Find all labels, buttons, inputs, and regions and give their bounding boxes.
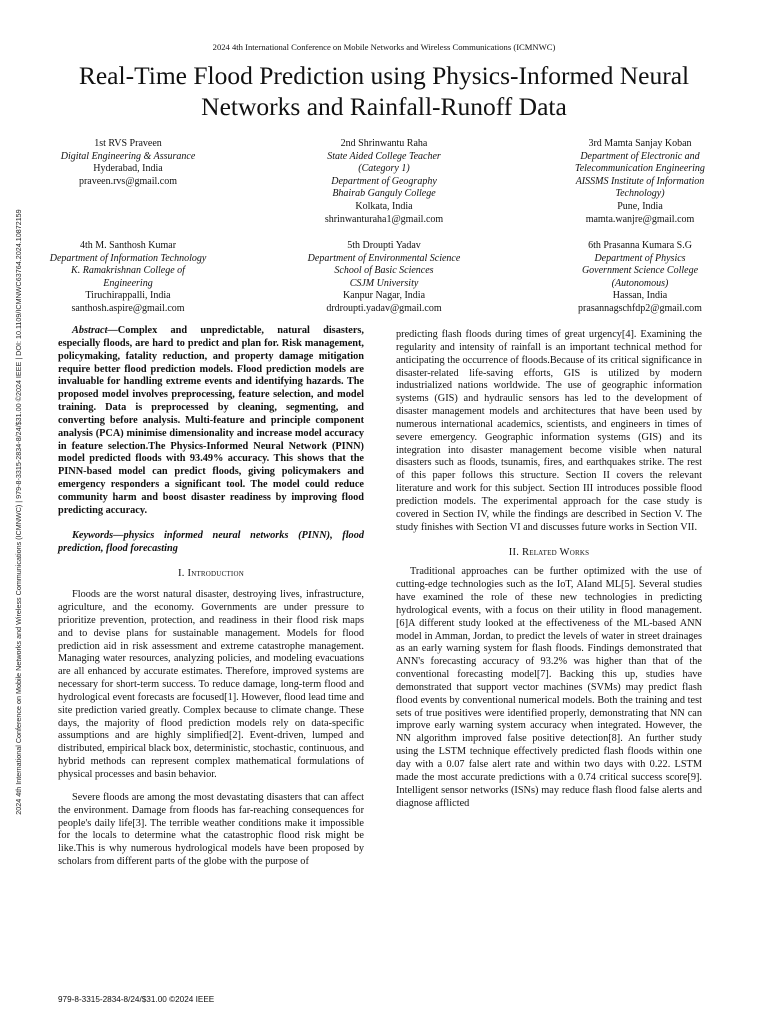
author-email: mamta.wanjre@gmail.com bbox=[585, 213, 695, 225]
author-affiliation: School of Basic Sciences bbox=[334, 265, 434, 277]
author-affiliation: (Category 1) bbox=[358, 163, 410, 175]
author-name: 6th Prasanna Kumara S.G bbox=[588, 240, 692, 251]
author-2 bbox=[256, 138, 512, 226]
author-affiliation: Department of Physics bbox=[594, 252, 686, 264]
author-row-2 bbox=[0, 240, 768, 316]
section-heading-introduction: I. Introduction bbox=[178, 568, 244, 580]
author-affiliation: Technology) bbox=[615, 188, 665, 200]
author-affiliation: Telecommunication Engineering bbox=[575, 163, 705, 175]
author-affiliation: Department of Electronic and bbox=[580, 150, 700, 162]
author-location: Tiruchirappalli, India bbox=[85, 290, 171, 302]
keywords-text: physics informed neural networks (PINN), flood prediction, flood forecasting bbox=[58, 529, 364, 554]
author-affiliation: CSJM University bbox=[349, 277, 419, 289]
author-affiliation: Government Science College bbox=[581, 265, 699, 277]
author-location: Kanpur Nagar, India bbox=[342, 290, 426, 302]
author-4 bbox=[0, 240, 256, 316]
author-row-1 bbox=[0, 138, 768, 226]
abstract bbox=[58, 325, 364, 518]
section-heading-related-works: II. Related Works bbox=[508, 546, 590, 558]
abstract-text: Complex and unpredictable, natural disasters, especially floods, are hard to predict and plan for. Risk management, policymaking, fatality reduction, and property damage mitigation require better flood prediction models. Flood prediction models are invaluable for handling extreme events and identifying hazards. The proposed model involves preprocessing, feature selection, and model training. Data is preprocessed by cleaning, segmenting, and converting before analysis. Multi-feature and principle component analysis (PCA) minimise dimensionality and increase model accuracy in feature selection.The Physics-Informed Neural Network (PINN) model predicted floods with 93.49% accuracy. This shows that the PINN-based model can predict floods, giving policymakers and emergency responders a significant tool. The model could reduce community harm and boost disaster readiness by improving flood predicting accuracy. bbox=[58, 325, 364, 516]
author-affiliation: K. Ramakrishnan College of bbox=[71, 265, 185, 277]
author-name: 2nd Shrinwantu Raha bbox=[340, 138, 428, 149]
side-doi-banner: 2024 4th International Conference on Mobile Networks and Wireless Communications (ICMNWC) | 979-8-3315-2834-8/24/$31.00 ©2024 IEEE | DOI: 10.1109/ICMNWC63764.2024.10872159 bbox=[14, 209, 23, 815]
author-name: 5th Droupti Yadav bbox=[347, 240, 421, 251]
author-1 bbox=[0, 138, 256, 226]
author-email: drdroupti.yadav@gmail.com bbox=[326, 302, 442, 314]
author-affiliation: Digital Engineering & Assurance bbox=[60, 150, 196, 162]
author-6 bbox=[512, 240, 768, 316]
author-affiliation: Department of Information Technology bbox=[49, 252, 207, 264]
author-email: praveen.rvs@gmail.com bbox=[78, 175, 178, 187]
paper-title: Real-Time Flood Prediction using Physics-Informed Neural Networks and Rainfall-Runoff Data bbox=[78, 61, 690, 121]
page-footer: 979-8-3315-2834-8/24/$31.00 ©2024 IEEE bbox=[58, 995, 215, 1004]
abstract-lead: Abstract— bbox=[72, 325, 118, 336]
author-email: santhosh.aspire@gmail.com bbox=[71, 302, 185, 314]
author-affiliation: (Autonomous) bbox=[611, 277, 669, 289]
author-name: 4th M. Santhosh Kumar bbox=[79, 240, 177, 251]
author-location: Hassan, India bbox=[612, 290, 668, 302]
author-affiliation: Bhairab Ganguly College bbox=[332, 188, 436, 200]
keywords bbox=[58, 530, 364, 556]
keywords-lead: Keywords— bbox=[72, 529, 124, 541]
author-location: Kolkata, India bbox=[355, 200, 413, 212]
author-location: Hyderabad, India bbox=[93, 163, 163, 175]
author-location: Pune, India bbox=[617, 200, 663, 212]
author-email: shrinwanturaha1@gmail.com bbox=[324, 213, 444, 225]
author-affiliation: State Aided College Teacher bbox=[327, 150, 441, 162]
author-3 bbox=[512, 138, 768, 226]
conference-header: 2024 4th International Conference on Mobile Networks and Wireless Communications (ICMNWC) bbox=[212, 42, 556, 52]
author-affiliation: Department of Environmental Science bbox=[307, 252, 461, 264]
author-email: prasannagschfdp2@gmail.com bbox=[578, 302, 702, 314]
left-column bbox=[58, 325, 364, 869]
intro-paragraph-1: Floods are the worst natural disaster, destroying lives, infrastructure, agriculture, and the economy. Governments are under pressure to prioritize prevention, protection, and readiness in their flood risk maps and to devise plans for sustainable management. Models for flood prediction aid in risk assessment and extreme catastrophe management. Managing water resources, analyzing policies, and modeling evacuations are all enhanced by accurate estimates. Therefore, improved systems are necessary for short-term success. To reduce damage, long-term flood and hydrological event forecasts are focused[1]. However, flood lead time and site prediction varied greatly. Complex because to climate change. These days, the majority of flood prediction models rely on data-specific assumptions and are highly simplified[2]. Event-driven, lumped and distributed, empirical black box, deterministic, stochastic, continuous, and hybrid methods can represent complex mathematical formulations of physical processes and basin behavior. bbox=[58, 589, 364, 780]
right-column bbox=[396, 329, 702, 810]
author-name: 1st RVS Praveen bbox=[94, 138, 162, 149]
author-affiliation: Engineering bbox=[103, 277, 153, 289]
author-name: 3rd Mamta Sanjay Koban bbox=[588, 138, 692, 149]
related-works-paragraph: Traditional approaches can be further optimized with the use of cutting-edge technologies such as the IoT, AIand ML[5]. Several studies have examined the role of these new technologies in predicting hydrological events, with a focus on their utility in flood management. [6]A different study looked at the effectiveness of the ML-based ANN model in Amman, Jordan, to predict the levels of water in street drainages as an early warning system for flash floods. Findings demonstrated that ANN's forecasting accuracy of 93.2% was higher than that of the conventional forecasting model[7]. Backing this up, studies have demonstrated that support vector machines (SVMs) may predict flash flood events by conventional numerical models. Both the training and test sets of true positives were identified properly, demonstrating that NN can improve early warning system accuracy when integrated. However, the NN algorithm improved false positive detection[8]. An further study using the LSTM technique effectively predicted flash floods within one day with a 0.07 false alert rate and within two days with 0.22. LSTM made the most accurate predictions with a 0.74 critical success score[9]. Intelligent sensor networks (ISNs) may reduce flash flood false alerts and diagnose afflicted bbox=[396, 566, 702, 809]
author-affiliation: AISSMS Institute of Information bbox=[575, 175, 705, 187]
author-5 bbox=[256, 240, 512, 316]
intro-continued-paragraph: predicting flash floods during times of great urgency[4]. Examining the regularity and intensity of rainfall is an important technical method for anticipating the occurrence of floods.Because of its critical significance in disaster-related life-saving efforts, GIS is utilized by modern industrialized nations worldwide. The use of geographic information systems (GIS) and hydraulic sensors has led to the development of disaster management models and architectures that have been used by numerous international academics, scientists, and engineers in times of severe emergency. Geographic information systems (GIS) and its integration into disaster management become visible when natural disasters such as floods, tsunamis, fires, and earthquakes strike. The rest of this paper follows this structure. Section II covers the relevant literature and work for this subject. Section III introduces possible flood prediction models. The experimental approach for the case study is covered in Section IV, while the findings are described in Section V. The study finishes with Section VI and discusses future works in Section VII. bbox=[396, 329, 702, 533]
author-affiliation: Department of Geography bbox=[331, 175, 437, 187]
intro-paragraph-2: Severe floods are among the most devastating disasters that can affect the environment. Damage from floods has far-reaching consequences for people's daily life[3]. The terrible weather conditions make it impossible for the locals to determine what the catastrophic flood risk might be like.This is why numerous hydrological models have been proposed by scholars from different parts of the globe with the purpose of bbox=[58, 791, 364, 868]
